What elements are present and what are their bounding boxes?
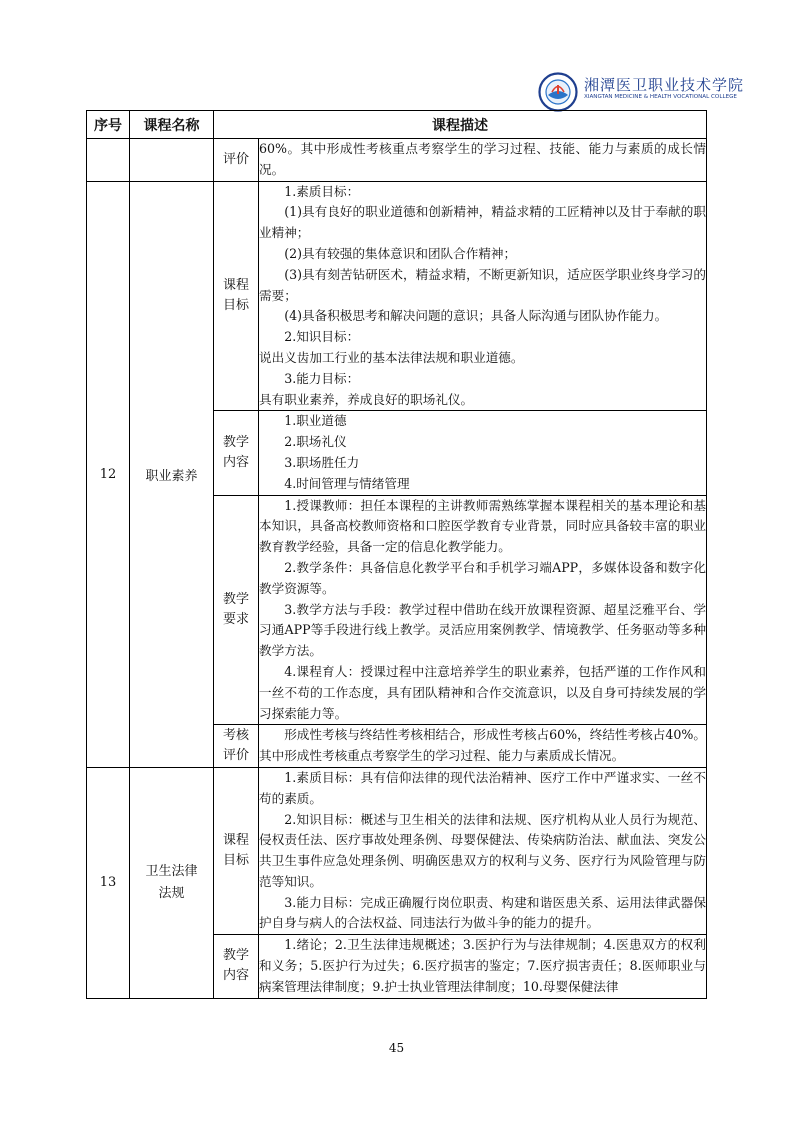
course-number: 12 bbox=[87, 181, 130, 767]
row-label bbox=[214, 181, 259, 411]
row-label: 评价 bbox=[214, 139, 259, 182]
college-name: 湘潭医卫职业技术学院 bbox=[584, 76, 745, 94]
table-row bbox=[87, 139, 707, 182]
goal-line: 说出义齿加工行业的基本法律法规和职业道德。 bbox=[259, 349, 524, 365]
page-number: 45 bbox=[388, 1041, 405, 1055]
empty-cell bbox=[130, 139, 214, 182]
row-label bbox=[214, 411, 259, 495]
course-name bbox=[130, 767, 214, 998]
goal-line: (4)具备积极思考和解决问题的意识；具备人际沟通与团队协作能力。 bbox=[284, 308, 668, 324]
assessment bbox=[259, 725, 707, 768]
label-text: 课程目标 bbox=[222, 277, 249, 313]
label-text: 教学内容 bbox=[222, 434, 249, 470]
goal-line: (2)具有较强的集体意识和团队合作精神； bbox=[284, 245, 517, 261]
course-goals bbox=[259, 767, 707, 934]
course-name: 职业素养 bbox=[130, 181, 214, 767]
row-description: 60%。其中形成性考核重点考察学生的学习过程、技能、能力与素质的成长情况。 bbox=[259, 139, 707, 182]
header-course-name: 课程名称 bbox=[130, 111, 214, 139]
college-emblem-icon bbox=[538, 72, 578, 112]
row-label bbox=[214, 495, 259, 725]
goal-line: 1.素质目标： bbox=[284, 183, 360, 199]
header-description: 课程描述 bbox=[214, 111, 707, 139]
label-text: 考核评价 bbox=[222, 728, 249, 764]
goal-line: 2.知识目标： bbox=[284, 329, 360, 345]
content-line: 2.职场礼仪 bbox=[284, 434, 347, 450]
content-text: 1.绪论；2.卫生法律违规概述；3.医护行为与法律规制；4.医患双方的权利和义务；5.医护行为过失；6.医疗损害的鉴定；7.医疗损害责任；8.医师职业与病案管理法律制度；9.护士执业管理法律制度；10.母婴保健法律 bbox=[259, 937, 706, 994]
teaching-content bbox=[259, 935, 707, 998]
table-row bbox=[87, 767, 707, 934]
requirement-line: 4.课程育人：授课过程中注意培养学生的职业素养，包括严谨的工作作风和一丝不苟的工作态度，具有团队精神和合作交流意识，以及自身可持续发展的学习探索能力等。 bbox=[259, 663, 706, 721]
content-line: 4.时间管理与情绪管理 bbox=[284, 475, 410, 491]
course-table bbox=[86, 110, 707, 999]
label-text: 教学要求 bbox=[222, 591, 249, 627]
goal-line: 具有职业素养，养成良好的职场礼仪。 bbox=[259, 391, 474, 407]
course-name-text: 卫生法律法规 bbox=[145, 863, 198, 901]
header-row bbox=[87, 111, 707, 139]
requirement-line: 2.教学条件：具备信息化教学平台和手机学习端APP，多媒体设备和数字化教学资源等。 bbox=[259, 559, 706, 596]
goal-line: (3)具有刻苦钻研医术，精益求精，不断更新知识，适应医学职业终身学习的需要； bbox=[259, 266, 706, 303]
empty-cell bbox=[87, 139, 130, 182]
header-seq: 序号 bbox=[87, 111, 130, 139]
goal-line: (1)具有良好的职业道德和创新精神，精益求精的工匠精神以及甘于奉献的职业精神； bbox=[259, 204, 706, 241]
content-line: 3.职场胜任力 bbox=[284, 454, 360, 470]
label-text: 教学内容 bbox=[222, 948, 249, 984]
table-row bbox=[87, 181, 707, 411]
requirement-line: 3.教学方法与手段：教学过程中借助在线开放课程资源、超星泛雅平台、学习通APP等手段进行线上教学。灵活应用案例教学、情境教学、任务驱动等多种教学方法。 bbox=[259, 601, 706, 659]
goal-line: 1.素质目标：具有信仰法律的现代法治精神、医疗工作中严谨求实、一丝不苟的素质。 bbox=[259, 769, 706, 806]
goal-line: 3.能力目标：完成正确履行岗位职责、构建和谐医患关系、运用法律武器保护自身与病人的合法权益、同违法行为做斗争的能力的提升。 bbox=[259, 894, 706, 931]
course-number: 13 bbox=[87, 767, 130, 998]
goal-line: 3.能力目标： bbox=[284, 370, 360, 386]
row-label bbox=[214, 725, 259, 768]
requirement-line: 1.授课教师：担任本课程的主讲教师需熟练掌握本课程相关的基本理论和基本知识，具备高校教师资格和口腔医学教育专业背景，同时应具备较丰富的职业教育教学经验，具备一定的信息化教学能力。 bbox=[259, 497, 706, 555]
teaching-requirements bbox=[259, 495, 707, 725]
college-name-en: XIANGTAN MEDICINE & HEALTH VOCATIONAL COLLEGE bbox=[584, 94, 737, 100]
goal-line: 2.知识目标：概述与卫生相关的法律和法规、医疗机构从业人员行为规范、侵权责任法、医疗事故处理条例、母婴保健法、传染病防治法、献血法、突发公共卫生事件应急处理条例、明确医患双方的权利与义务、医疗行为风险管理与防范等知识。 bbox=[259, 811, 706, 889]
content-line: 1.职业道德 bbox=[284, 413, 347, 429]
label-text: 课程目标 bbox=[222, 833, 249, 869]
course-goals bbox=[259, 181, 707, 411]
row-label bbox=[214, 767, 259, 934]
row-label bbox=[214, 935, 259, 998]
assessment-text: 形成性考核与终结性考核相结合，形成性考核占60%，终结性考核占40%。其中形成性考核重点考察学生的学习过程、能力与素质成长情况。 bbox=[259, 727, 706, 764]
teaching-content bbox=[259, 411, 707, 495]
